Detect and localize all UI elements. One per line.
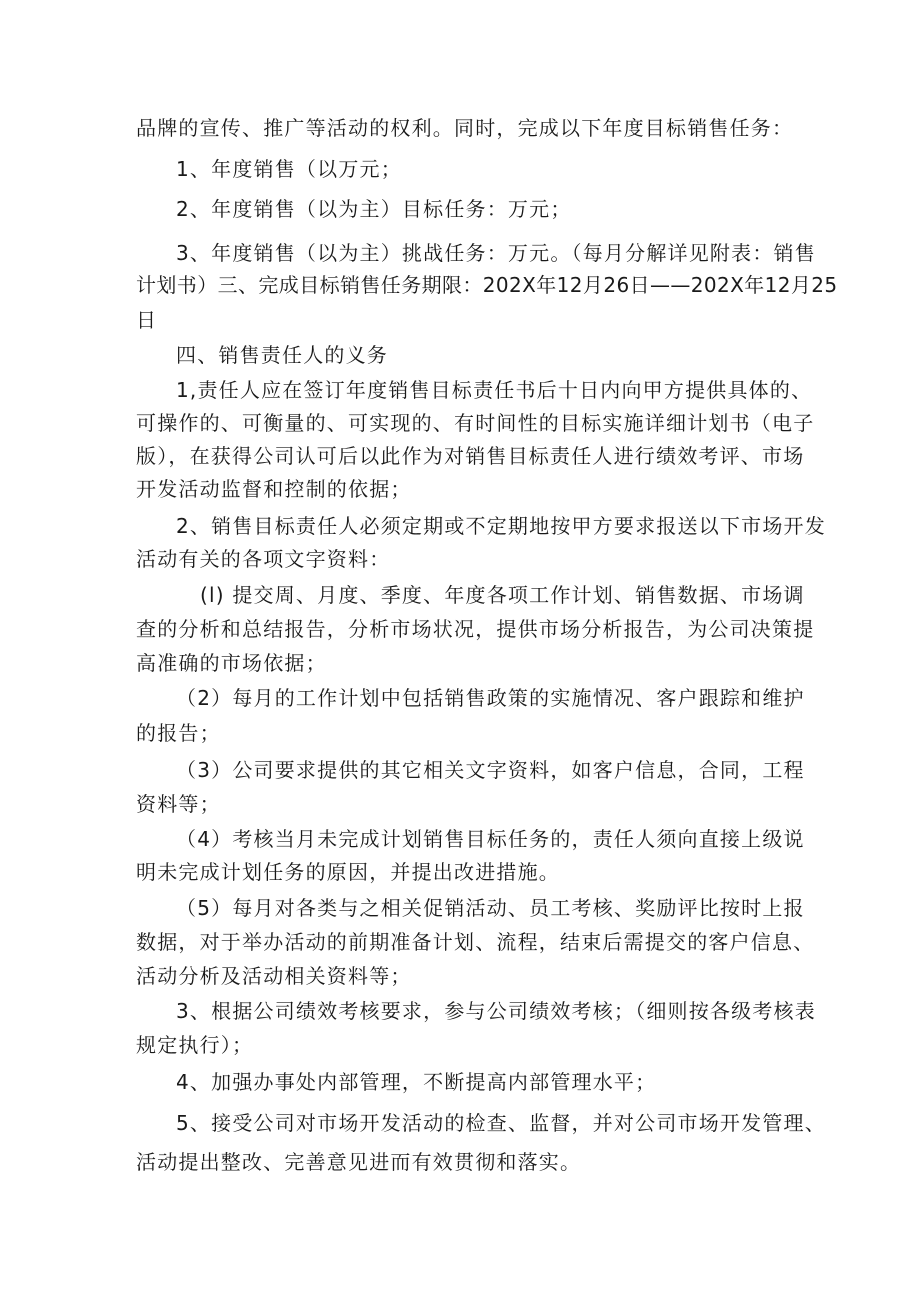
duty-5-line-2: 活动提出整改、完善意见进而有效贯彻和落实。 [136, 1150, 582, 1174]
duty-2-sub-3-line-2: 资料等； [136, 792, 221, 816]
duty-2-sub-1-line-2: 查的分析和总结报告，分析市场状况，提供市场分析报告，为公司决策提 [136, 617, 815, 641]
duty-2-sub-5-line-1: （5）每月对各类与之相关促销活动、员工考核、奖励评比按时上报 [176, 896, 805, 920]
target-item-3-line-3: 日 [136, 308, 158, 332]
duty-2-line-2: 活动有关的各项文字资料： [136, 547, 391, 571]
duty-3-line-1: 3、根据公司绩效考核要求，参与公司绩效考核；（细则按各级考核表 [176, 999, 816, 1023]
duty-3-line-2: 规定执行）； [136, 1033, 254, 1057]
duty-2-sub-5-line-3: 活动分析及活动相关资料等； [136, 964, 412, 988]
duty-1-line-4: 开发活动监督和控制的依据； [136, 477, 412, 501]
duty-4-line-1: 4、加强办事处内部管理，不断提高内部管理水平； [176, 1070, 657, 1094]
duty-1-line-3: 版），在获得公司认可后以此作为对销售目标责任人进行绩效考评、市场 [136, 444, 805, 468]
duty-2-sub-2-line-2: 的报告； [136, 721, 221, 745]
duty-1-line-2: 可操作的、可衡量的、可实现的、有时间性的目标实施详细计划书（电子 [136, 411, 815, 435]
duty-2-sub-4-line-2: 明未完成计划任务的原因，并提出改进措施。 [136, 860, 560, 884]
duty-2-line-1: 2、销售目标责任人必须定期或不定期地按甲方要求报送以下市场开发 [176, 514, 826, 538]
duty-2-sub-3-line-1: （3）公司要求提供的其它相关文字资料，如客户信息，合同，工程 [176, 758, 805, 782]
intro-line-1: 品牌的宣传、推广等活动的权利。同时，完成以下年度目标销售任务： [136, 116, 794, 140]
duty-2-sub-2-line-1: （2）每月的工作计划中包括销售政策的实施情况、客户跟踪和维护 [176, 686, 805, 710]
section-4-heading: 四、销售责任人的义务 [176, 343, 388, 367]
duty-2-sub-5-line-2: 数据，对于举办活动的前期准备计划、流程，结束后需提交的客户信息、 [136, 930, 815, 954]
duty-5-line-1: 5、接受公司对市场开发活动的检查、监督，并对公司市场开发管理、 [176, 1111, 826, 1135]
duty-2-sub-4-line-1: （4）考核当月未完成计划销售目标任务的，责任人须向直接上级说 [176, 827, 805, 851]
target-item-3-line-2: 计划书）三、完成目标销售任务期限：202X年12月26日——202X年12月25 [136, 273, 838, 297]
target-item-2: 2、年度销售（以为主）目标任务：万元； [176, 197, 572, 221]
duty-2-sub-1-line-3: 高准确的市场依据； [136, 651, 327, 675]
target-item-1: 1、年度销售（以万元； [176, 157, 402, 181]
target-item-3-line-1: 3、年度销售（以为主）挑战任务：万元。（每月分解详见附表：销售 [176, 241, 816, 265]
duty-1-line-1: 1,责任人应在签订年度销售目标责任书后十日内向甲方提供具体的、 [176, 378, 813, 402]
duty-2-sub-1-line-1: (l) 提交周、月度、季度、年度各项工作计划、销售数据、市场调 [200, 583, 805, 607]
